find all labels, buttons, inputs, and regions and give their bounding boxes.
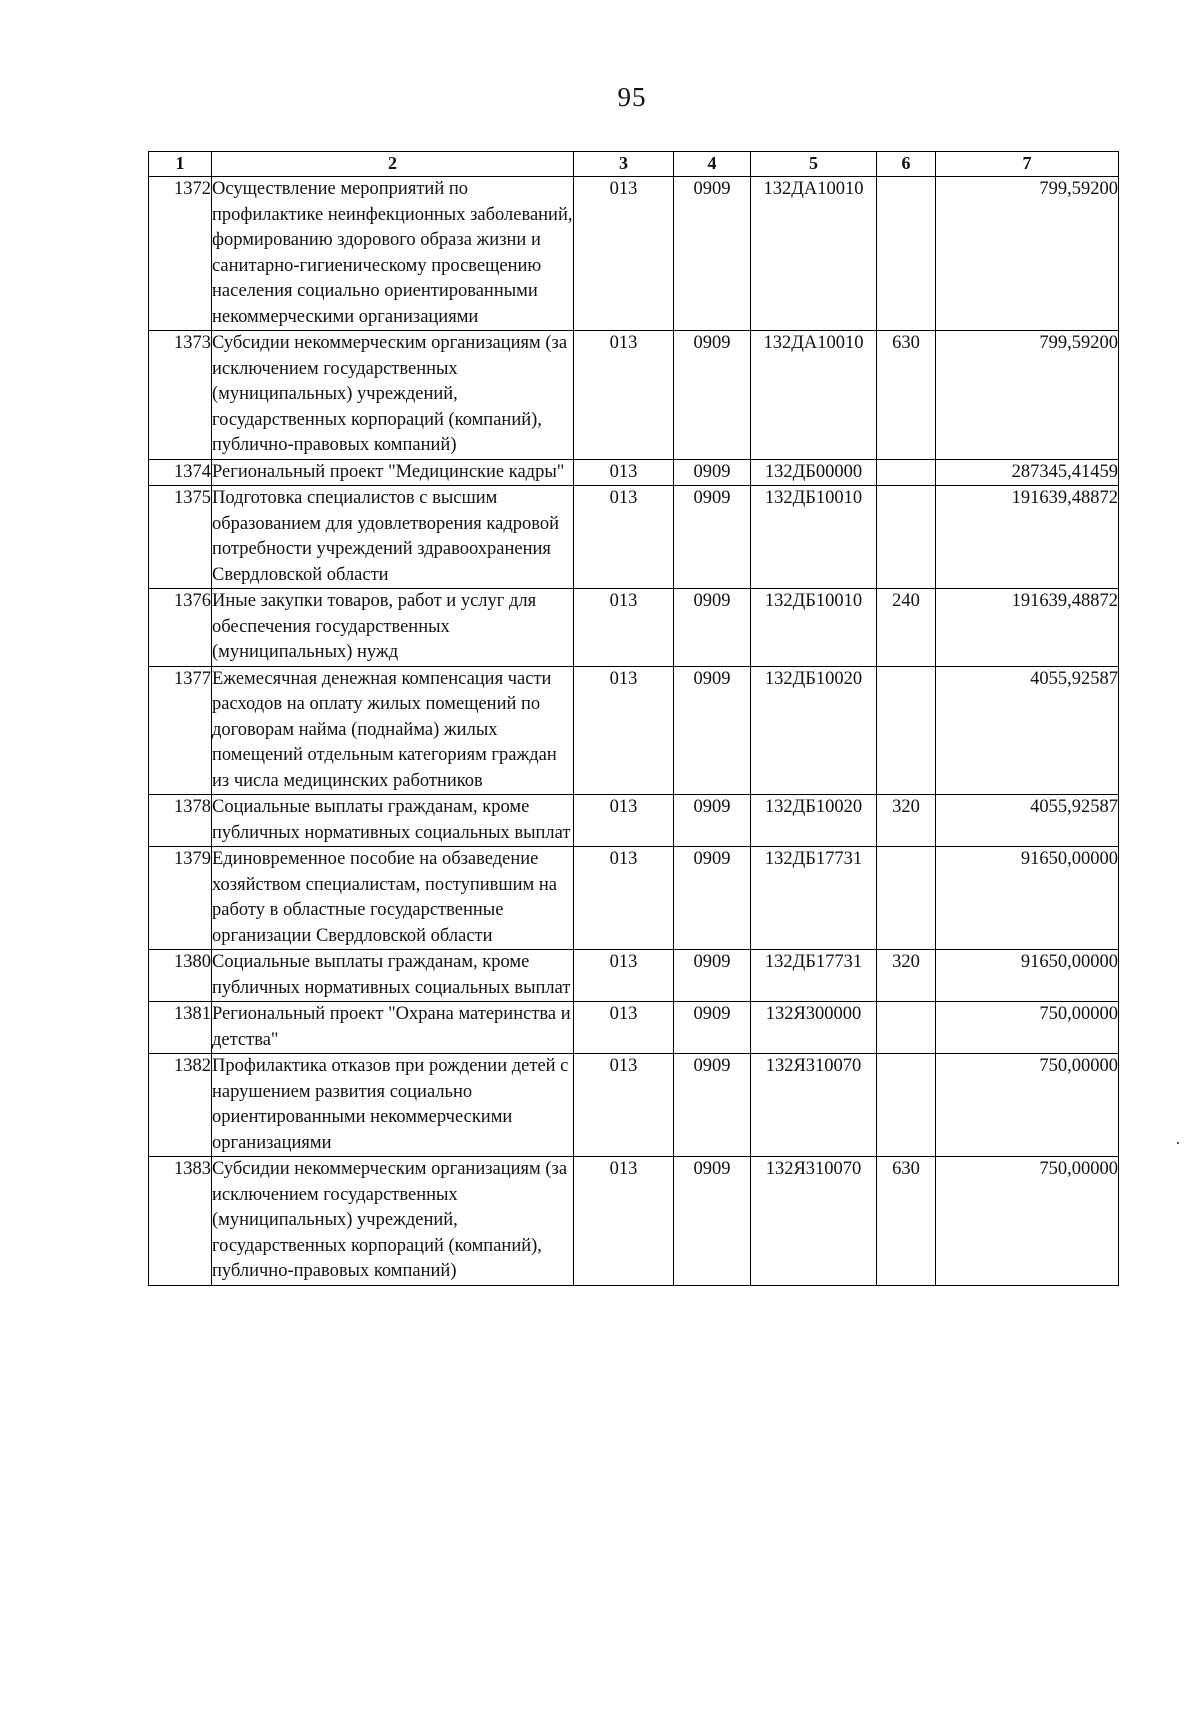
row-agency-code: 013: [574, 666, 674, 795]
row-number: 1383: [149, 1157, 212, 1286]
row-section-code: 0909: [674, 847, 751, 950]
row-section-code: 0909: [674, 177, 751, 331]
row-agency-code: 013: [574, 459, 674, 486]
row-agency-code: 013: [574, 486, 674, 589]
row-agency-code: 013: [574, 847, 674, 950]
row-amount: 750,00000: [936, 1054, 1119, 1157]
row-name: Единовременное пособие на обзаведение хозяйством специалистам, поступившим на работу в областные государственные организации Свердловской области: [212, 847, 574, 950]
budget-table: [148, 151, 1119, 1286]
row-expense-type: [877, 1002, 936, 1054]
row-name: Подготовка специалистов с высшим образованием для удовлетворения кадровой потребности учреждений здравоохранения Свердловской области: [212, 486, 574, 589]
row-name: Субсидии некоммерческим организациям (за исключением государственных (муниципальных) учреждений, государственных корпораций (компаний), публично-правовых компаний): [212, 1157, 574, 1286]
row-number: 1378: [149, 795, 212, 847]
header-col-6: 6: [877, 152, 936, 177]
row-expense-type: [877, 847, 936, 950]
row-section-code: 0909: [674, 331, 751, 460]
row-section-code: 0909: [674, 666, 751, 795]
row-agency-code: 013: [574, 331, 674, 460]
row-expense-type: [877, 1054, 936, 1157]
row-agency-code: 013: [574, 177, 674, 331]
row-amount: 191639,48872: [936, 589, 1119, 667]
row-target-code: 132ДБ10020: [751, 795, 877, 847]
row-target-code: 132ДБ17731: [751, 847, 877, 950]
row-section-code: 0909: [674, 1054, 751, 1157]
row-amount: 91650,00000: [936, 950, 1119, 1002]
table-row: [149, 486, 1119, 589]
row-agency-code: 013: [574, 1054, 674, 1157]
row-amount: 287345,41459: [936, 459, 1119, 486]
row-number: 1377: [149, 666, 212, 795]
row-name: Социальные выплаты гражданам, кроме публичных нормативных социальных выплат: [212, 950, 574, 1002]
row-name: Профилактика отказов при рождении детей с нарушением развития социально ориентированными некоммерческими организациями: [212, 1054, 574, 1157]
row-target-code: 132ДБ00000: [751, 459, 877, 486]
row-expense-type: 320: [877, 950, 936, 1002]
row-agency-code: 013: [574, 1002, 674, 1054]
row-section-code: 0909: [674, 1002, 751, 1054]
table-row: [149, 1002, 1119, 1054]
row-section-code: 0909: [674, 1157, 751, 1286]
row-number: 1376: [149, 589, 212, 667]
row-expense-type: [877, 666, 936, 795]
table-row: [149, 1054, 1119, 1157]
row-expense-type: 630: [877, 1157, 936, 1286]
row-amount: 799,59200: [936, 331, 1119, 460]
row-number: 1375: [149, 486, 212, 589]
row-expense-type: [877, 177, 936, 331]
table-row: [149, 950, 1119, 1002]
row-section-code: 0909: [674, 950, 751, 1002]
row-agency-code: 013: [574, 1157, 674, 1286]
table-row: [149, 589, 1119, 667]
row-target-code: 132ДБ17731: [751, 950, 877, 1002]
row-expense-type: 320: [877, 795, 936, 847]
row-name: Ежемесячная денежная компенсация части расходов на оплату жилых помещений по договорам найма (поднайма) жилых помещений отдельным категориям граждан из числа медицинских работников: [212, 666, 574, 795]
table-row: [149, 331, 1119, 460]
row-section-code: 0909: [674, 795, 751, 847]
row-target-code: 132ДБ10020: [751, 666, 877, 795]
row-agency-code: 013: [574, 589, 674, 667]
table-header: [149, 152, 1119, 177]
row-agency-code: 013: [574, 795, 674, 847]
page-number: 95: [617, 82, 647, 112]
table-row: [149, 177, 1119, 331]
table-body: [149, 177, 1119, 1286]
table-row: [149, 666, 1119, 795]
row-amount: 4055,92587: [936, 795, 1119, 847]
table-row: [149, 1157, 1119, 1286]
row-expense-type: 240: [877, 589, 936, 667]
header-col-2: 2: [212, 152, 574, 177]
row-name: Осуществление мероприятий по профилактике неинфекционных заболеваний, формированию здорового образа жизни и санитарно-гигиеническому просвещению населения социально ориентированными некоммерческими организациями: [212, 177, 574, 331]
row-section-code: 0909: [674, 459, 751, 486]
row-number: 1379: [149, 847, 212, 950]
header-col-3: 3: [574, 152, 674, 177]
row-expense-type: 630: [877, 331, 936, 460]
row-amount: 91650,00000: [936, 847, 1119, 950]
row-name: Иные закупки товаров, работ и услуг для обеспечения государственных (муниципальных) нужд: [212, 589, 574, 667]
row-number: 1382: [149, 1054, 212, 1157]
row-name: Региональный проект "Охрана материнства и детства": [212, 1002, 574, 1054]
row-number: 1381: [149, 1002, 212, 1054]
row-expense-type: [877, 486, 936, 589]
row-target-code: 132Я310070: [751, 1054, 877, 1157]
row-number: 1380: [149, 950, 212, 1002]
header-col-5: 5: [751, 152, 877, 177]
scan-speck: [1177, 1142, 1179, 1144]
table-row: [149, 795, 1119, 847]
row-number: 1373: [149, 331, 212, 460]
row-target-code: 132Я300000: [751, 1002, 877, 1054]
header-col-1: 1: [149, 152, 212, 177]
row-section-code: 0909: [674, 486, 751, 589]
row-amount: 191639,48872: [936, 486, 1119, 589]
row-agency-code: 013: [574, 950, 674, 1002]
table-row: [149, 847, 1119, 950]
row-amount: 750,00000: [936, 1157, 1119, 1286]
row-name: Региональный проект "Медицинские кадры": [212, 459, 574, 486]
row-target-code: 132ДБ10010: [751, 486, 877, 589]
header-row: [149, 152, 1119, 177]
row-target-code: 132ДА10010: [751, 331, 877, 460]
row-target-code: 132ДБ10010: [751, 589, 877, 667]
row-amount: 799,59200: [936, 177, 1119, 331]
row-amount: 4055,92587: [936, 666, 1119, 795]
row-expense-type: [877, 459, 936, 486]
row-target-code: 132Я310070: [751, 1157, 877, 1286]
header-col-4: 4: [674, 152, 751, 177]
header-col-7: 7: [936, 152, 1119, 177]
row-target-code: 132ДА10010: [751, 177, 877, 331]
row-section-code: 0909: [674, 589, 751, 667]
table-row: [149, 459, 1119, 486]
row-number: 1372: [149, 177, 212, 331]
row-amount: 750,00000: [936, 1002, 1119, 1054]
row-name: Субсидии некоммерческим организациям (за исключением государственных (муниципальных) учреждений, государственных корпораций (компаний), публично-правовых компаний): [212, 331, 574, 460]
row-number: 1374: [149, 459, 212, 486]
row-name: Социальные выплаты гражданам, кроме публичных нормативных социальных выплат: [212, 795, 574, 847]
